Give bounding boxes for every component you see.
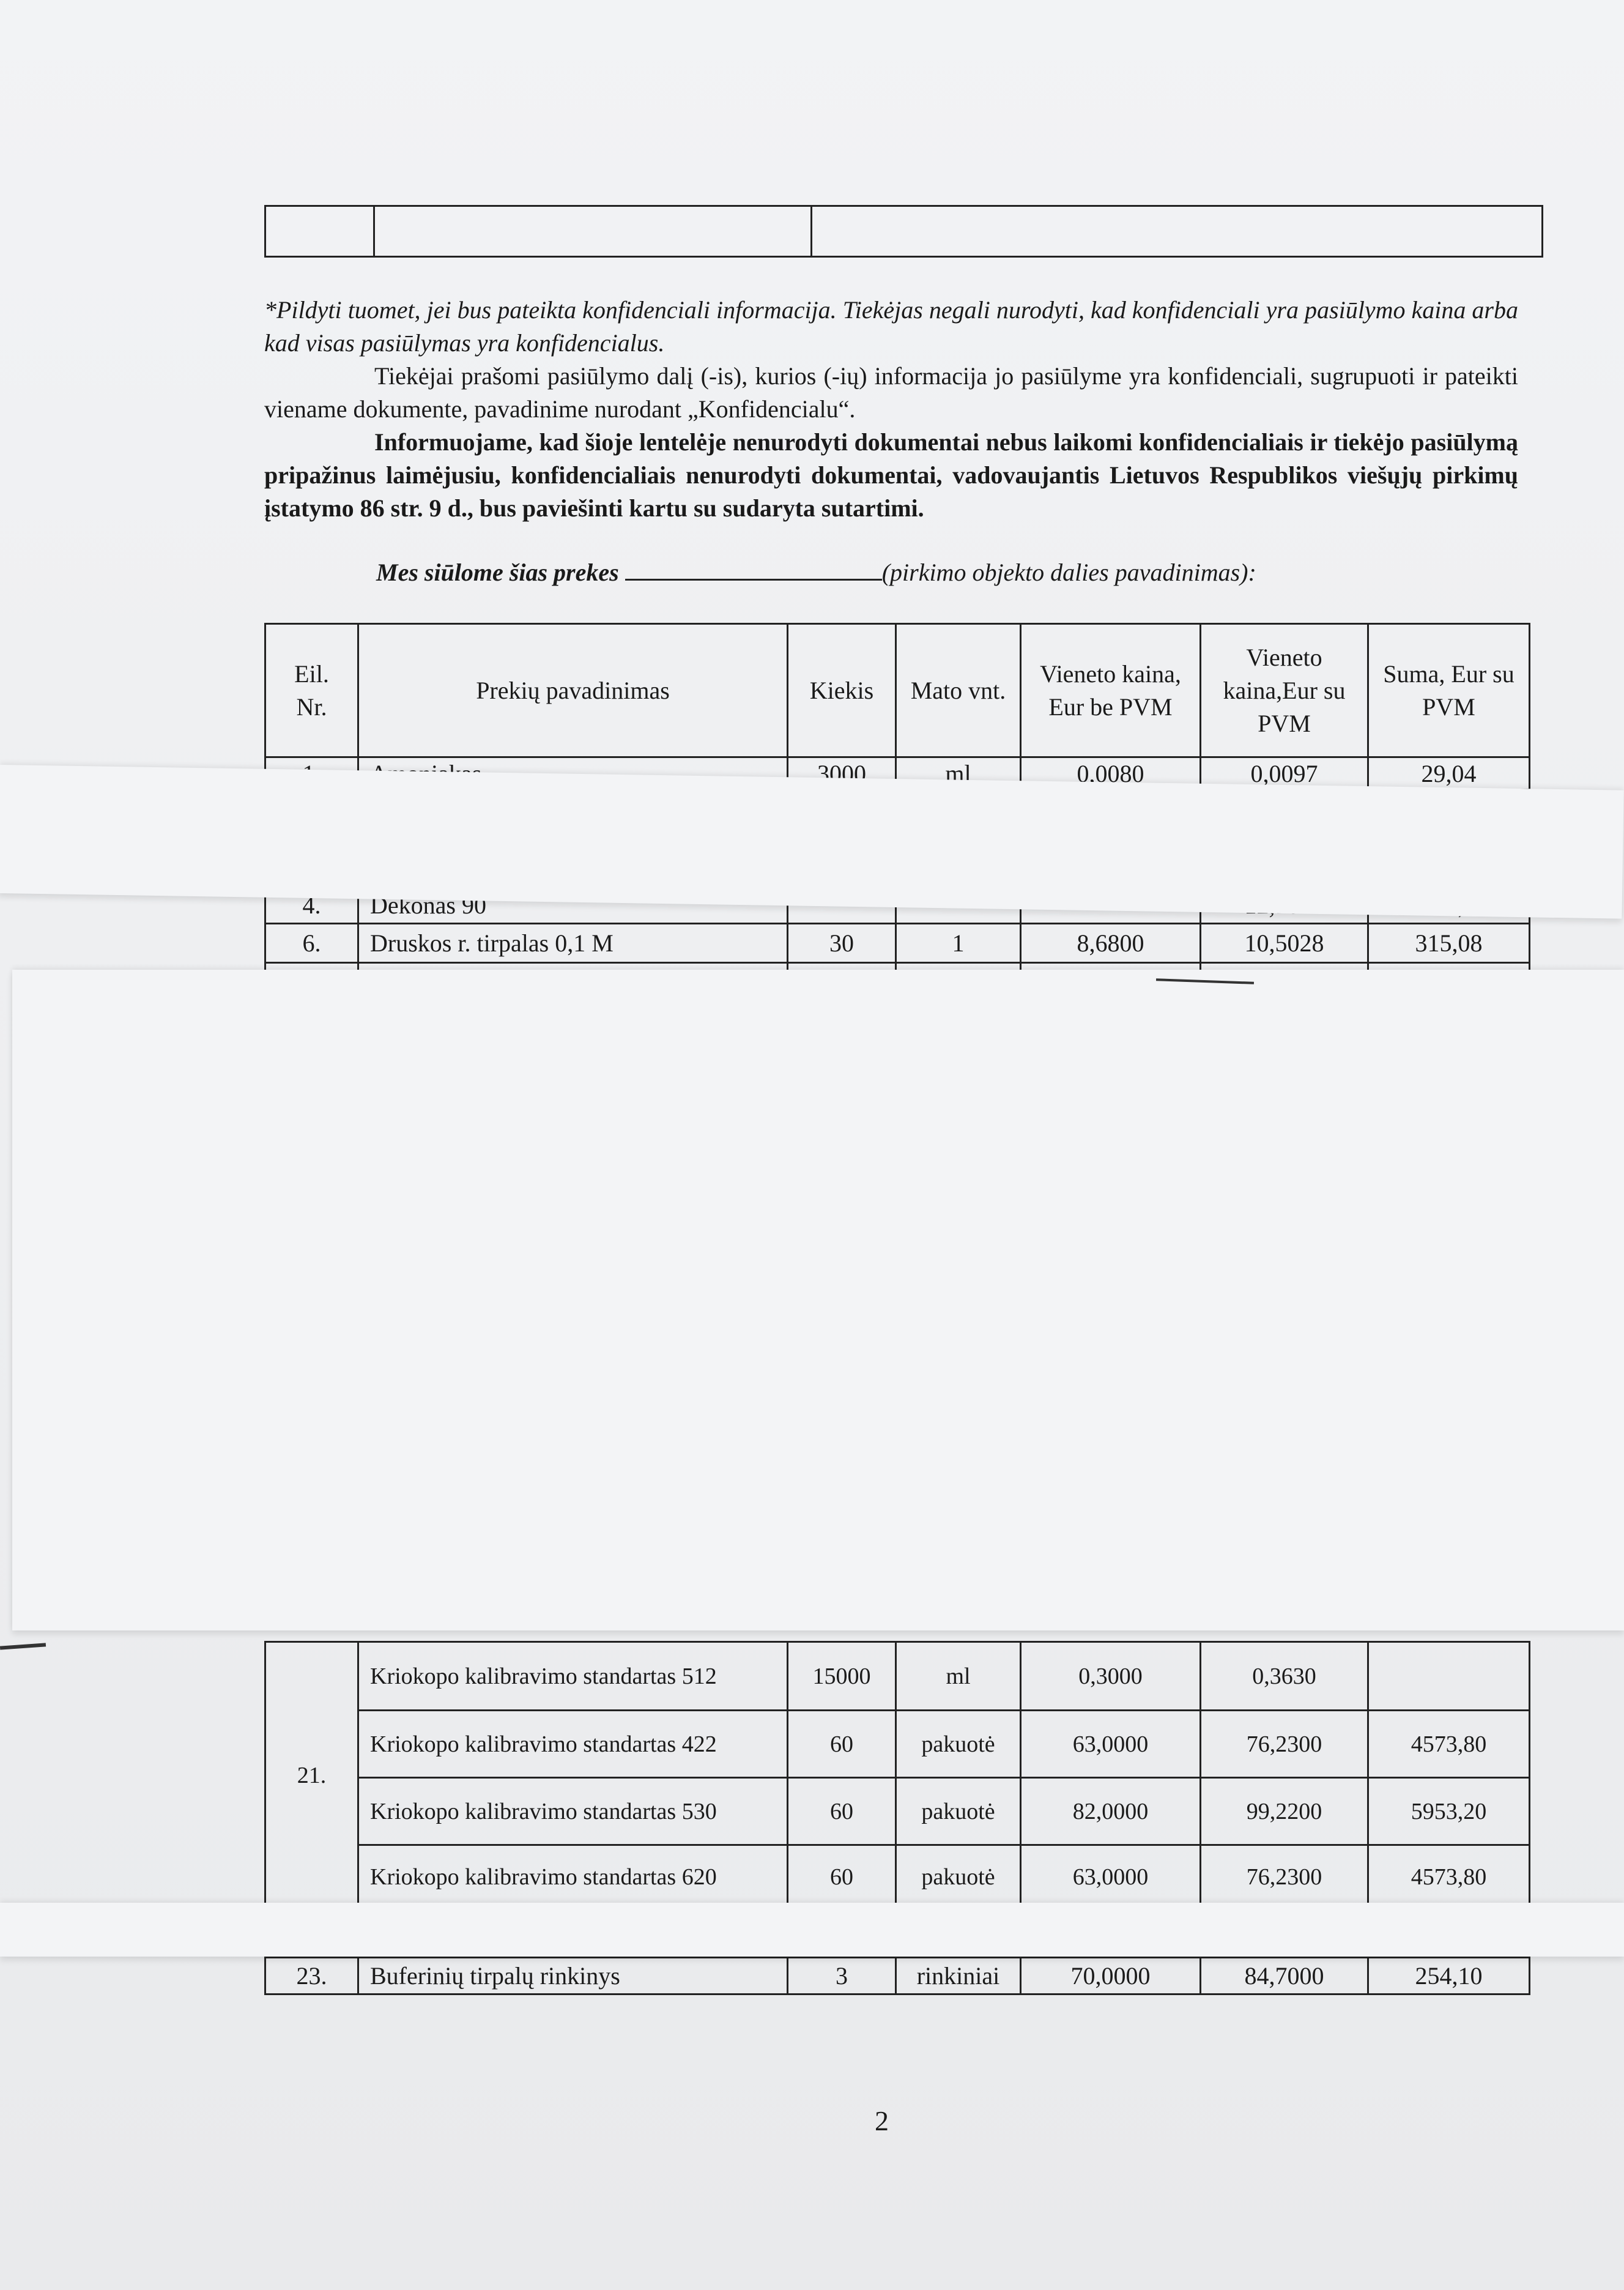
cell-sum [1368, 1642, 1530, 1711]
cover-sheet-large [12, 970, 1624, 1630]
offer-tail: (pirkimo objekto dalies pavadinimas): [881, 559, 1256, 586]
table-row [265, 1711, 1530, 1778]
cell-unit: pakuotė [896, 1778, 1021, 1845]
cell-qty: 15000 [788, 1642, 896, 1711]
cell-sum: 254,10 [1368, 1958, 1530, 1994]
table-row [265, 1778, 1530, 1845]
cell-vat: 76,2300 [1201, 1845, 1368, 1909]
table-row [265, 924, 1530, 963]
cell-name: Kriokopo kalibravimo standartas 422 [358, 1711, 788, 1778]
cell-nr: 4. [265, 887, 358, 924]
goods-table-row21 [264, 1641, 1530, 1909]
header-price-vat: Vieneto kaina,Eur su PVM [1201, 624, 1368, 757]
cell-nr: 21. [265, 1642, 358, 1909]
cell-qty: 60 [788, 1845, 896, 1909]
cell-net: 0,0080 [1021, 757, 1201, 790]
cell-qty: 30 [788, 924, 896, 963]
cell-unit: ml [896, 757, 1021, 790]
header-qty: Kiekis [788, 624, 896, 757]
cell-vat: 0,0097 [1201, 757, 1368, 790]
cell-qty: 3 [788, 1958, 896, 1994]
cell-sum: 4573,80 [1368, 1711, 1530, 1778]
goods-table-bottom [264, 1957, 1530, 1995]
goods-table-top [264, 623, 1530, 790]
cell-name: Kriokopo kalibravimo standartas 530 [358, 1778, 788, 1845]
cell-unit: pakuotė [896, 1711, 1021, 1778]
cell-vat: 10,5028 [1201, 924, 1368, 963]
cell-vat: 76,2300 [1201, 1711, 1368, 1778]
header-price-net: Vieneto kaina, Eur be PVM [1021, 624, 1201, 757]
offer-line [376, 558, 1256, 587]
table-row [265, 1845, 1530, 1909]
note-bold-info: Informuojame, kad šioje lentelėje nenurodyti dokumentai nebus laikomi konfidencialiais ir tiekėjo pasiūlymą pripažinus laimėjusiu, konfidencialiais nenurodyti dokumentai, vadovaujantis Lietuvos Respublikos viešųjų pirkimų įstatymo 86 str. 9 d., bus paviešinti kartu su sudaryta sutartimi. [264, 428, 1518, 522]
cell-sum: 4573,80 [1368, 1845, 1530, 1909]
note-italic: *Pildyti tuomet, jei bus pateikta konfidenciali informacija. Tiekėjas negali nurodyti, kad konfidenciali yra pasiūlymo kaina arba kad visas pasiūlymas yra konfidencialus. [264, 296, 1518, 357]
header-sum: Suma, Eur su PVM [1368, 624, 1530, 757]
cell-qty: 60 [788, 1711, 896, 1778]
cover-strip-1 [0, 765, 1624, 919]
cell-unit: pakuotė [896, 1845, 1021, 1909]
table-row [265, 1642, 1530, 1711]
header-name: Prekių pavadinimas [358, 624, 788, 757]
cell-name: Druskos r. tirpalas 0,1 M [358, 924, 788, 963]
cell-vat: 84,7000 [1201, 1958, 1368, 1994]
cell-unit: rinkiniai [896, 1958, 1021, 1994]
cell-net: 0,3000 [1021, 1642, 1201, 1711]
cell-net: 82,0000 [1021, 1778, 1201, 1845]
header-nr: Eil. Nr. [265, 624, 358, 757]
cell-net: 63,0000 [1021, 1711, 1201, 1778]
offer-lead: Mes siūlome šias prekes [376, 559, 619, 586]
note-instructions: Tiekėjai prašomi pasiūlymo dalį (-is), kurios (-ių) informacija jo pasiūlyme yra konfidenciali, sugrupuoti ir pateikti viename dokumente, pavadinime nurodant „Konfidencialu“. [264, 362, 1518, 423]
cell-sum: 29,04 [1368, 757, 1530, 790]
top-empty-table [264, 205, 1543, 258]
cell-name: Kriokopo kalibravimo standartas 620 [358, 1845, 788, 1909]
cell-vat: 0,3630 [1201, 1642, 1368, 1711]
cell-net: 70,0000 [1021, 1958, 1201, 1994]
cell-sum: 5953,20 [1368, 1778, 1530, 1845]
cell-vat: 99,2200 [1201, 1778, 1368, 1845]
cell-net: 63,0000 [1021, 1845, 1201, 1909]
cell-sum: 315,08 [1368, 924, 1530, 963]
page-number: 2 [875, 2105, 889, 2136]
cell-nr: 23. [265, 1958, 358, 1994]
cell-nr: 6. [265, 924, 358, 963]
table-row [265, 1958, 1530, 1994]
cell-unit: ml [896, 1642, 1021, 1711]
cell-unit: 1 [896, 924, 1021, 963]
cover-strip-2 [0, 1903, 1624, 1957]
offer-blank [625, 579, 882, 581]
cell-qty: 3000 [788, 757, 896, 790]
cell-qty: 60 [788, 1778, 896, 1845]
cell-name: Kriokopo kalibravimo standartas 512 [358, 1642, 788, 1711]
cell-name: Buferinių tirpalų rinkinys [358, 1958, 788, 1994]
header-unit: Mato vnt. [896, 624, 1021, 757]
cell-net: 8,6800 [1021, 924, 1201, 963]
cell-name: Dekonas 90 [358, 887, 788, 924]
